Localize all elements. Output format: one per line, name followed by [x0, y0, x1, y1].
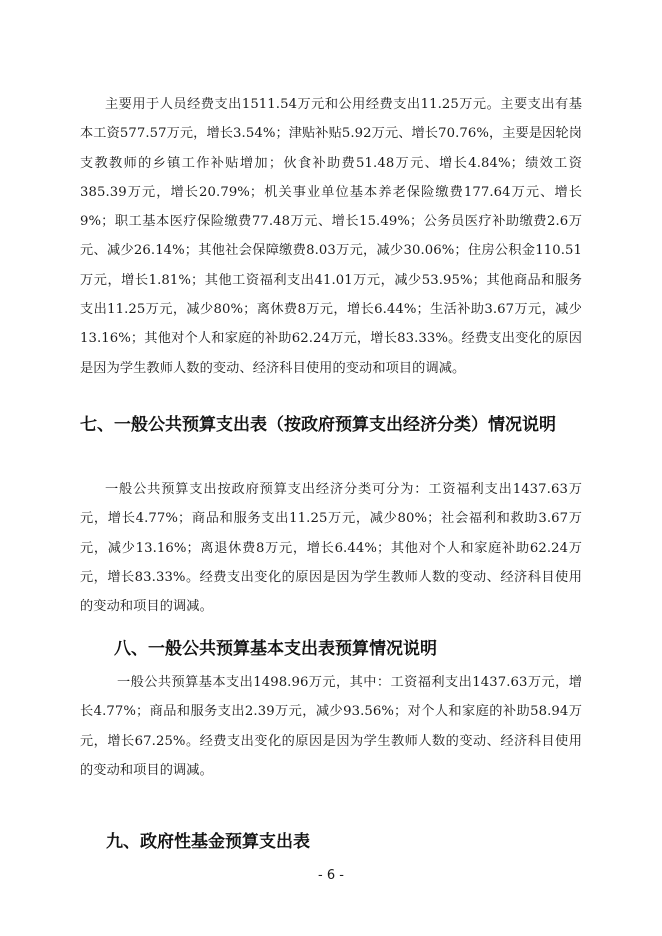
paragraph-personnel-expenditure: 主要用于人员经费支出1511.54万元和公用经费支出11.25万元。主要支出有基本工资577.57万元，增长3.54%；津贴补贴5.92万元、增长70.76%，主要是因轮岗支教教师的乡镇工作补贴增加；伙食补助费51.48万元、增长4.84%；绩效工资385.39万元，增长20.79%；机关事业单位基本养老保险缴费177.64万元、增长9%；职工基本医疗保险缴费77.48万元、增长15.49%；公务员医疗补助缴费2.6万元、减少26.14%；其他社会保障缴费8.03万元，减少30.06%；住房公积金110.51万元，增长1.81%；其他工资福利支出41.01万元，减少53.95%；其他商品和服务支出11.25万元，减少80%；离休费8万元，增长6.44%；生活补助3.67万元，减少13.16%；其他对个人和家庭的补助62.24万元，增长83.33%。经费支出变化的原因是因为学生教师人数的变动、经济科目使用的变动和项目的调减。 — [80, 97, 582, 376]
section-8-body: 一般公共预算基本支出1498.96万元，其中：工资福利支出1437.63万元，增长4.77%；商品和服务支出2.39万元，减少93.56%；对个人和家庭的补助58.94万元，增长67.25%。经费支出变化的原因是因为学生教师人数的变动、经济科目使用的变动和项目的调减。 — [80, 675, 582, 778]
section-8-heading: 八、一般公共预算基本支出表预算情况说明 — [114, 639, 437, 659]
section-7-heading: 七、一般公共预算支出表（按政府预算支出经济分类）情况说明 — [80, 415, 556, 435]
page-number: - 6 - — [318, 868, 344, 883]
section-9-heading: 九、政府性基金预算支出表 — [106, 832, 310, 852]
section-7-body: 一般公共预算支出按政府预算支出经济分类可分为：工资福利支出1437.63万元，增长4.77%；商品和服务支出11.25万元，减少80%；社会福利和救助3.67万元，减少13.16%；离退休费8万元，增长6.44%；其他对个人和家庭补助62.24万元，增长83.33%。经费支出变化的原因是因为学生教师人数的变动、经济科目使用的变动和项目的调减。 — [80, 482, 582, 615]
